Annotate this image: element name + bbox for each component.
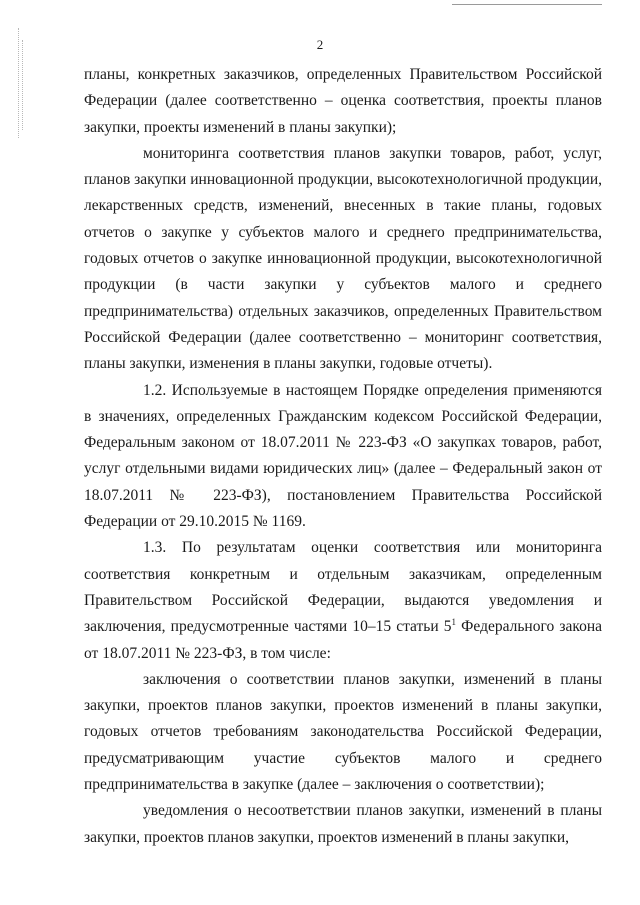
header-rule bbox=[452, 4, 602, 5]
paragraph-continuation: планы, конкретных заказчиков, определенных Правительством Российской Федерации (далее соответственно – оценка соответствия, проекты планов закупки, проекты изменений в планы закупки); bbox=[84, 66, 602, 136]
paragraph-conclusions: заключения о соответствии планов закупки, изменений в планы закупки, проектов планов закупки, проектов изменений в планы закупки, годовых отчетов требованиям законодательства Российской Федерации, предусматривающим участие субъектов малого и среднего предпринимательства в закупке (далее – заключения о соответствии); bbox=[84, 670, 602, 794]
paragraph-1-2: 1.2. Используемые в настоящем Порядке определения применяются в значениях, определенных Гражданским кодексом Российской Федерации, Федеральным законом от 18.07.2011 № 223-ФЗ «О закупках товаров, работ, услуг отдельными видами юридических лиц» (далее – Федеральный закон от 18.07.2011 № 223-ФЗ), постановлением Правительства Российской Федерации от 29.10.2015 № 1169. bbox=[84, 381, 602, 531]
scan-margin-mark bbox=[22, 40, 25, 130]
paragraph-1-3 bbox=[84, 535, 602, 666]
paragraph-notifications: уведомления о несоответствии планов закупки, изменений в планы закупки, проектов планов закупки, проектов изменений в планы закупки, bbox=[84, 802, 602, 846]
document-body bbox=[84, 62, 602, 851]
paragraph-monitoring: мониторинга соответствия планов закупки товаров, работ, услуг, планов закупки инновационной продукции, высокотехнологичной продукции, лекарственных средств, изменений, внесенных в такие планы, годовых отчетов о закупке у субъектов малого и среднего предпринимательства, годовых отчетов о закупке инновационной продукции, высокотехнологичной продукции (в части закупки у субъектов малого и среднего предпринимательства) отдельных заказчиков, определенных Правительством Российской Федерации (далее соответственно – мониторинг соответствия, планы закупки, изменения в планы закупки, годовые отчеты). bbox=[84, 144, 602, 373]
paragraph-1-3-text-end: Федерального закона от 18.07.2011 № 223-ФЗ, в том числе: bbox=[84, 618, 602, 662]
paragraph-1-3-text: 1.3. По результатам оценки соответствия или мониторинга соответствия конкретным и отдельным заказчикам, определенным Правительством Российской Федерации, выдаются уведомления и заключения, предусмотренные частями 10–15 статьи 5 bbox=[84, 539, 602, 636]
page-number: 2 bbox=[316, 37, 324, 52]
article-superscript: 1 bbox=[451, 617, 457, 628]
